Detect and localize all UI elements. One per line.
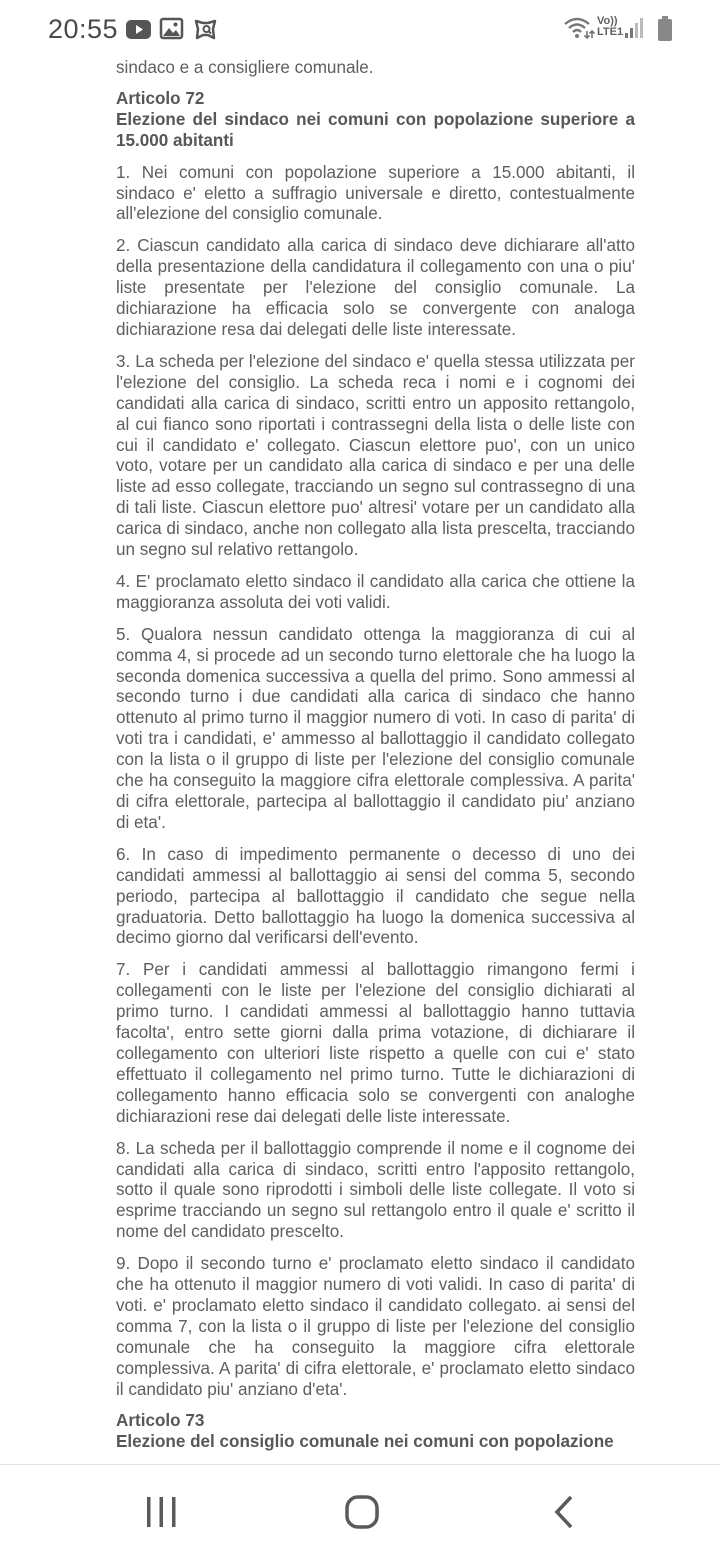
navigation-bar (0, 1464, 720, 1561)
article-72-paragraph-7: 7. Per i candidati ammessi al ballottaggio rimangono fermi i collegamenti con le liste per l'elezione del consiglio dichiarati al primo turno. I candidati ammessi al ballottaggio hanno tuttavia facolta', entro sette giorni dalla prima votazione, di dichiarare il collegamento con ulteriori liste rispetto a quelle con cui e' stato effettuato il collegamento nel primo turno. Tutte le dichiarazioni di collegamento hanno efficacia solo se convergenti con analoghe dichiarazioni rese dai delegati delle liste interessate. (116, 960, 635, 1126)
home-icon (302, 1465, 422, 1561)
article-73-number: Articolo 73 (116, 1411, 205, 1431)
status-time: 20:55 (48, 14, 119, 44)
article-72-paragraph-1: 1. Nei comuni con popolazione superiore a 15.000 abitanti, il sindaco e' eletto a suffragio universale e diretto, contestualmente all'elezione del consiglio comunale. (116, 162, 635, 224)
gallery-icon (159, 16, 184, 41)
article-72-paragraph-4: 4. E' proclamato eletto sindaco il candidato alla carica che ottiene la maggioranza assoluta dei voti validi. (116, 571, 635, 612)
article-72-title: Elezione del sindaco nei comuni con popolazione superiore a 15.000 abitanti (116, 109, 635, 150)
home-button[interactable] (302, 1465, 422, 1561)
article-72-paragraph-3: 3. La scheda per l'elezione del sindaco e' quella stessa utilizzata per l'elezione del consiglio. La scheda reca i nomi e i cognomi dei candidati alla carica di sindaco, scritti entro un apposito rettangolo, al cui fianco sono riportati i contrassegni della lista o delle liste con cui il candidato e' collegato. Ciascun elettore puo', con un unico voto, votare per un candidato alla carica di sindaco e per una delle liste ad esso collegate, tracciando un segno sul contrassegno di una di tali liste. Ciascun elettore puo' altresi' votare per un candidato alla carica di sindaco, anche non collegato alla lista prescelta, tracciando un segno sul relativo rettangolo. (116, 351, 635, 560)
article-72-paragraph-9: 9. Dopo il secondo turno e' proclamato eletto sindaco il candidato che ha ottenuto il maggior numero di voti validi. In caso di parita' di voti. e' proclamato eletto sindaco il candidato collegato. ai sensi del comma 7, con la lista o il gruppo di liste per l'elezione del consiglio comunale che ha conseguito la maggiore cifra elettorale complessiva. A parita' di cifra elettorale, e' proclamato eletto sindaco il candidato piu' anziano d'eta'. (116, 1254, 635, 1399)
recent-apps-button[interactable] (101, 1465, 221, 1561)
article-72-number: Articolo 72 (116, 88, 205, 108)
article-72-paragraph-5: 5. Qualora nessun candidato ottenga la maggioranza di cui al comma 4, si procede ad un secondo turno elettorale che ha luogo la seconda domenica successiva a quella del primo. Sono ammessi al secondo turno i due candidati alla carica di sindaco che hanno ottenuto al primo turno il maggior numero di voti. In caso di parita' di voti tra i candidati, e' ammesso al ballottaggio il candidato collegato con la lista o il gruppo di liste per l'elezione del consiglio comunale che ha conseguito la maggiore cifra elettorale complessiva. A parita' di cifra elettorale, partecipa al ballottaggio il candidato piu' anziano di eta'. (116, 624, 635, 832)
article-content[interactable] (0, 58, 720, 1464)
article-72-paragraph-8: 8. La scheda per il ballottaggio comprende il nome e il cognome dei candidati alla carica di sindaco, scritti entro l'apposito rettangolo, sotto il quale sono riprodotti i simboli delle liste collegate. Il voto si esprime tracciando un segno sul rettangolo entro il quale e' scritto il nome del candidato prescelto. (116, 1138, 635, 1242)
article-73-title: Elezione del consiglio comunale nei comuni con popolazione (116, 1432, 614, 1452)
battery-icon (656, 15, 674, 43)
network-type-label: Vo)) LTE1 (597, 15, 624, 38)
wifi-icon (563, 15, 595, 41)
status-bar (0, 0, 720, 58)
game-controller-icon (192, 16, 219, 43)
article-72-paragraph-2: 2. Ciascun candidato alla carica di sindaco deve dichiarare all'atto della presentazione della candidatura il collegamento con una o piu' liste presentate per l'elezione del consiglio comunale. La dichiarazione ha efficacia solo se convergente con analoga dichiarazione resa dai delegati delle liste interessate. (116, 236, 635, 339)
back-icon (503, 1465, 623, 1561)
back-button[interactable] (503, 1465, 623, 1561)
recent-apps-icon (101, 1465, 221, 1561)
article-72-paragraph-6: 6. In caso di impedimento permanente o decesso di uno dei candidati ammessi al ballottaggio ai sensi del comma 5, secondo periodo, partecipa al ballottaggio il candidato che segue nella graduatoria. Detto ballottaggio ha luogo la domenica successiva al decimo giorno dal verificarsi dell'evento. (116, 844, 635, 948)
intro-text: sindaco e a consigliere comunale. (116, 58, 374, 77)
youtube-icon (125, 16, 152, 43)
signal-icon (623, 15, 645, 41)
